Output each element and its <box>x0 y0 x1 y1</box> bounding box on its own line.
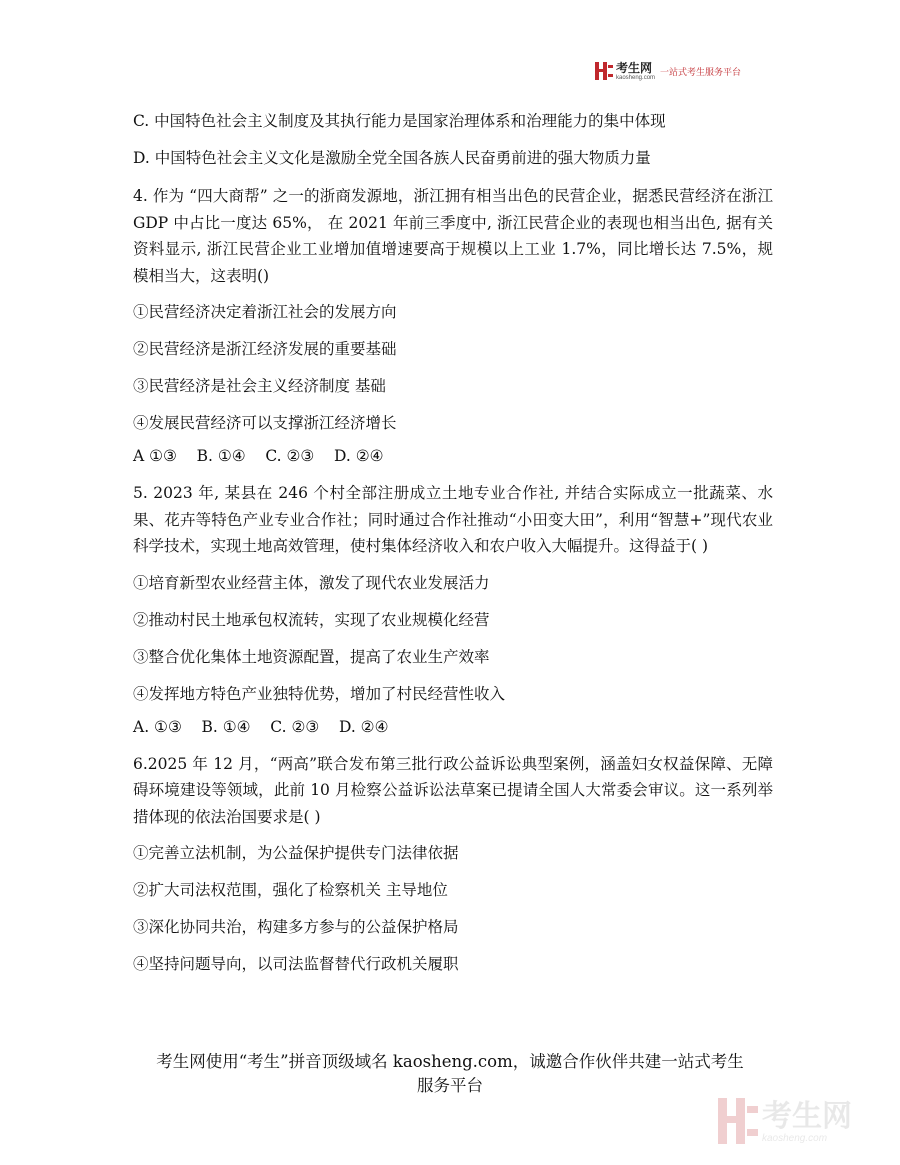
question-5-item: ④发挥地方特色产业独特优势，增加了村民经营性收入 <box>133 684 506 703</box>
logo-text <box>616 62 655 81</box>
logo-name: 考生网 <box>616 60 653 75</box>
question-5-options: A. ①③ B. ①④ C. ②③ D. ②④ <box>133 717 389 736</box>
kaosheng-watermark <box>718 1097 888 1149</box>
question-4-item: ①民营经济决定着浙江社会的发展方向 <box>133 303 397 321</box>
footer-line-2: 服务平台 <box>417 1076 483 1095</box>
question-6-item: ③深化协同共治，构建多方参与的公益保护格局 <box>133 918 459 936</box>
question-6-item: ②扩大司法权范围，强化了检察机关 主导地位 <box>133 881 448 899</box>
question-6-stem: 6.2025 年 12 月，“两高”联合发布第三批行政公益诉讼典型案例，涵盖妇女权益保障、无障碍环境建设等领域，此前 10 月检察公益诉讼法草案已提请全国人大常委会审议。这一系列举措体现的依法治国要求是( ) <box>133 754 773 826</box>
question-5-item: ②推动村民土地承包权流转，实现了农业规模化经营 <box>133 610 490 629</box>
watermark-name: 考生网 <box>762 1099 852 1134</box>
footer-line-1: 考生网使用“考生”拼音顶级域名 kaosheng.com，诚邀合作伙伴共建一站式考生 <box>156 1052 744 1071</box>
question-3-option-c: C. 中国特色社会主义制度及其执行能力是国家治理体系和治理能力的集中体现 <box>133 112 666 130</box>
question-5-item: ①培育新型农业经营主体，激发了现代农业发展活力 <box>133 573 490 592</box>
question-4-item: ③民营经济是社会主义经济制度 基础 <box>133 377 386 395</box>
header-logo[interactable] <box>595 60 741 82</box>
question-5-stem: 5. 2023 年, 某县在 246 个村全部注册成立土地专业合作社, 并结合实际成立一批蔬菜、水果、花卉等特色产业专业合作社；同时通过合作社推动“小田变大田”，利用“智慧+”现代农业科学技术，实现土地高效管理，使村集体经济收入和农户收入大幅提升。这得益于( ) <box>133 484 773 555</box>
question-6-item: ①完善立法机制，为公益保护提供专门法律依据 <box>133 844 459 862</box>
question-4-options: A ①③ B. ①④ C. ②③ D. ②④ <box>133 447 384 465</box>
watermark-text <box>762 1099 852 1144</box>
kaosheng-logo-icon <box>595 62 613 80</box>
question-4-item: ②民营经济是浙江经济发展的重要基础 <box>133 340 397 358</box>
question-6-item: ④坚持问题导向，以司法监督替代行政机关履职 <box>133 955 459 973</box>
watermark-domain: kaosheng.com <box>762 1133 828 1144</box>
logo-domain: kaosheng.com <box>616 74 656 81</box>
document-content <box>133 108 773 978</box>
logo-slogan: 一站式考生服务平台 <box>660 67 742 78</box>
page-footer <box>100 1050 800 1098</box>
watermark-logo-icon <box>718 1098 758 1148</box>
question-3-option-d: D. 中国特色社会主义文化是激励全党全国各族人民奋勇前进的强大物质力量 <box>133 149 651 167</box>
question-5-item: ③整合优化集体土地资源配置，提高了农业生产效率 <box>133 647 490 666</box>
question-4-stem: 4. 作为 “四大商帮” 之一的浙商发源地，浙江拥有相当出色的民营企业，据悉民营经济在浙江 GDP 中占比一度达 65%， 在 2021 年前三季度中, 浙江民营企业的表现也相当出色, 据有关资料显示, 浙江民营企业工业增加值增速要高于规模以上工业 1.7%，同比增长达 7.5%，规模相当大，这表明() <box>133 187 773 285</box>
question-4-item: ④发展民营经济可以支撑浙江经济增长 <box>133 414 397 432</box>
